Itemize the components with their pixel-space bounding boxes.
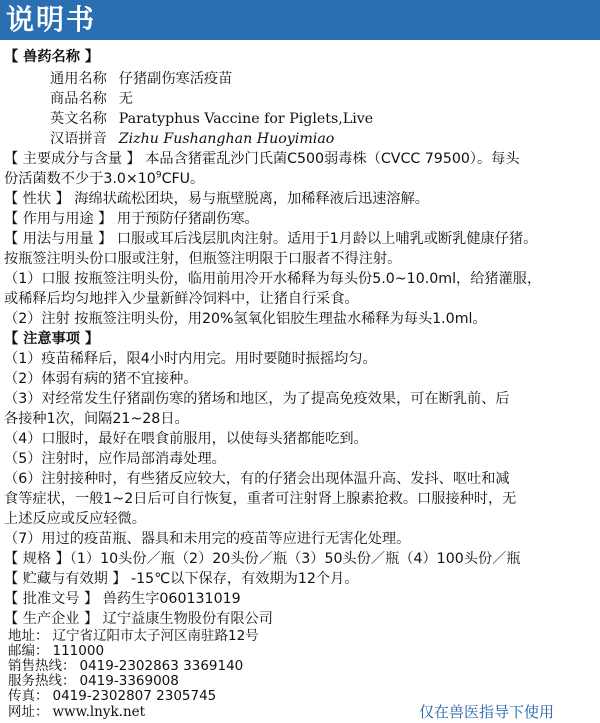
postcode-label: 邮编： [8, 643, 49, 659]
note-1: （1）疫苗稀释后，限4小时内用完。用时要随时振摇均匀。 [4, 351, 377, 367]
pinyin-name-label: 汉语拼音 [50, 131, 107, 147]
sales-hotline-label: 销售热线： [8, 658, 76, 674]
sales-hotline-value: 0419-2302863 3369140 [79, 658, 244, 674]
usage-line-2: 按瓶签注明头份口服或注射，但瓶签注明限于口服者不得注射。 [4, 251, 402, 267]
english-name-row [50, 110, 373, 128]
note-6c: 上述反应或反应轻微。 [4, 511, 146, 527]
storage-line: 【 贮藏与有效期 】 -15℃以下保存，有效期为12个月。 [4, 571, 359, 587]
vet-guidance-note: 仅在兽医指导下使用 [418, 703, 554, 721]
approval-line: 【 批准文号 】 兽药生字060131019 [4, 591, 241, 607]
common-name-value: 仔猪副伤寒活疫苗 [118, 71, 233, 87]
usage-line-4: 或稀释后均匀地拌入少量新鲜冷饲料中，让猪自行采食。 [4, 291, 359, 307]
service-hotline-label: 服务热线： [8, 673, 76, 689]
service-hotline-value: 0419-3369008 [79, 673, 179, 689]
note-4: （4）口服时，最好在喂食前服用，以使每头猪都能吃到。 [4, 431, 368, 447]
trade-name-value: 无 [118, 91, 133, 107]
fax-value: 0419-2302807 2305745 [52, 688, 217, 704]
note-2: （2）体弱有病的猪不宜接种。 [4, 371, 198, 387]
note-6b: 食等症状，一般1~2日后可自行恢复，重者可注射肾上腺素抢救。口服接种时，无 [4, 491, 517, 507]
postcode-value: 111000 [52, 643, 105, 659]
website-row [8, 704, 145, 720]
service-hotline-row [8, 673, 179, 689]
usage-line-3: （1）口服 按瓶签注明头份，临用前用冷开水稀释为每头份5.0~10.0ml，给猪灌服， [4, 271, 542, 287]
english-name-value: Paratyphus Vaccine for Piglets,Live [118, 111, 374, 127]
pinyin-name-value: Zizhu Fushanghan Huoyimiao [118, 131, 335, 147]
website-label: 网址： [8, 704, 49, 720]
usage-line-5: （2）注射 按瓶签注明头份，用20%氢氧化铝胶生理盐水稀释为每头1.0ml。 [4, 311, 487, 327]
title-bar [0, 0, 600, 40]
address-row [8, 628, 259, 644]
address-label: 地址： [8, 628, 49, 644]
sales-hotline-row [8, 658, 243, 674]
note-3a: （3）对经常发生仔猪副伤寒的猪场和地区，为了提高免疫效果，可在断乳前、后 [4, 391, 510, 407]
english-name-label: 英文名称 [50, 111, 107, 127]
composition-count: 份活菌数不少于3.0×10 [4, 171, 156, 187]
function-line: 【 作用与用途 】 用于预防仔猪副伤寒。 [4, 211, 259, 227]
composition-unit: CFU。 [161, 171, 205, 187]
address-value: 辽宁省辽阳市太子河区南驻路12号 [52, 628, 259, 644]
note-5: （5）注射时，应作局部消毒处理。 [4, 451, 226, 467]
note-6a: （6）注射接种时，有些猪反应较大，有的仔猪会出现体温升高、发抖、呕吐和减 [4, 471, 510, 487]
trade-name-row [50, 90, 133, 108]
common-name-row [50, 70, 232, 88]
trade-name-label: 商品名称 [50, 91, 107, 107]
composition-line-2 [4, 170, 592, 188]
section-drug-name-heading: 【 兽药名称 】 [4, 49, 100, 65]
note-7: （7）用过的疫苗瓶、器具和未用完的疫苗等应进行无害化处理。 [4, 531, 411, 547]
spec-line: 【 规格 】（1）10头份／瓶（2）20头份／瓶（3）50头份／瓶（4）100头份／瓶 [4, 551, 521, 567]
composition-line-1: 【 主要成分与含量 】 本品含猪霍乱沙门氏菌C500弱毒株（CVCC 79500）。每头 [4, 151, 520, 167]
common-name-label: 通用名称 [50, 71, 107, 87]
note-3b: 各接种1次，间隔21~28日。 [4, 411, 189, 427]
section-notes-heading: 【 注意事项 】 [4, 331, 100, 347]
maker-line: 【 生产企业 】 辽宁益康生物股份有限公司 [4, 611, 273, 627]
composition-exponent: 9 [155, 170, 162, 181]
fax-row [8, 688, 216, 704]
character-line: 【 性状 】 海绵状疏松团块，易与瓶壁脱离，加稀释液后迅速溶解。 [4, 191, 429, 207]
website-value[interactable]: www.lnyk.net [52, 704, 146, 720]
usage-line-1: 【 用法与用量 】 口服或耳后浅层肌肉注射。适用于1月龄以上哺乳或断乳健康仔猪。 [4, 231, 538, 247]
fax-label: 传真： [8, 688, 49, 704]
postcode-row [8, 643, 104, 659]
document-title: 说明书 [6, 3, 97, 36]
pinyin-name-row [50, 130, 334, 148]
